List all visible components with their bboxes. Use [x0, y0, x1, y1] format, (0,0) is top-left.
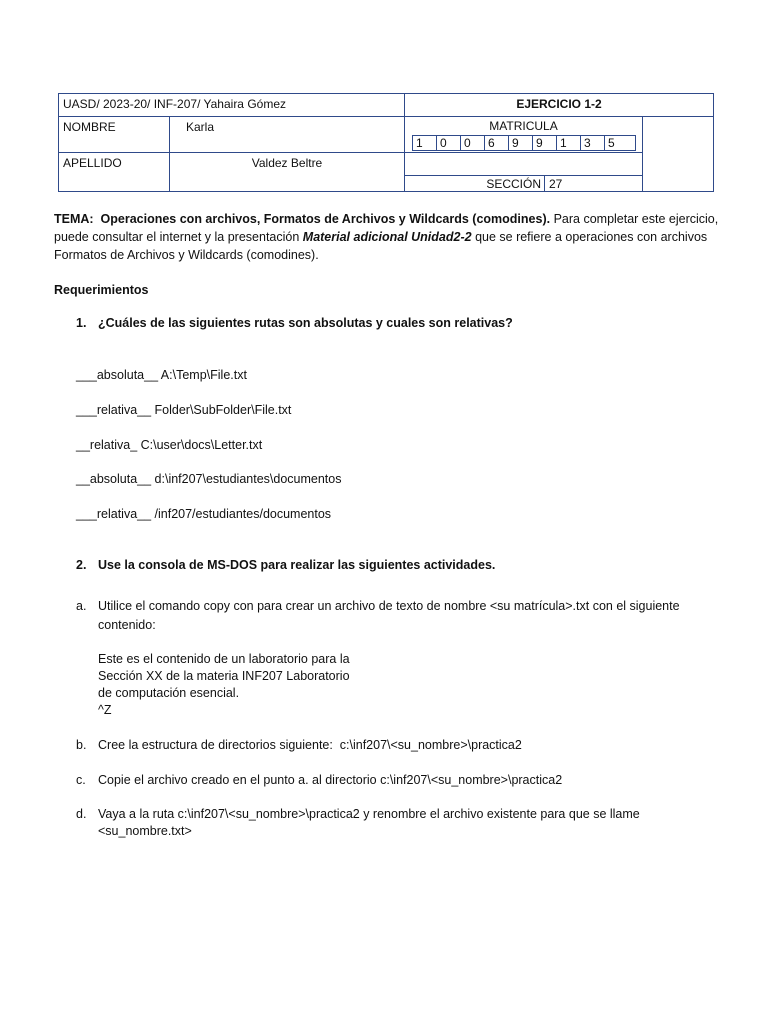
right-blank-cell — [642, 116, 714, 192]
q1-answer: ___absoluta__ A:\Temp\File.txt — [76, 368, 247, 382]
seccion-gap-cell — [404, 152, 643, 176]
file-content-line: de computación esencial. — [98, 686, 240, 700]
matricula-label: MATRICULA — [489, 119, 558, 133]
q2a-line-2: contenido: — [98, 618, 156, 632]
apellido-label-cell — [58, 152, 170, 192]
tema-line1-rest: Para completar este ejercicio, — [553, 212, 719, 226]
apellido-label: APELLIDO — [63, 156, 122, 170]
q2a-label: a. — [76, 599, 87, 613]
nombre-label-cell — [58, 116, 170, 153]
q2-number — [76, 557, 86, 574]
q1-answer: __relativa_ C:\user\docs\Letter.txt — [76, 438, 263, 452]
tema-line-1 — [54, 210, 718, 228]
seccion-label-cell — [404, 175, 545, 192]
course-cell — [58, 93, 405, 117]
q1-answer: __absoluta__ d:\inf207\estudiantes\documentos — [76, 472, 342, 486]
q1-question: ¿Cuáles de las siguientes rutas son absolutas y cuales son relativas? — [98, 316, 513, 330]
tema-label: TEMA: — [54, 212, 94, 226]
q2b-label: b. — [76, 738, 87, 752]
material-adicional-ref: Material adicional Unidad2-2 — [302, 230, 472, 244]
matricula-digit: 0 — [436, 135, 461, 151]
requerimientos-heading — [54, 281, 148, 299]
exercise-title: EJERCICIO 1-2 — [516, 97, 602, 111]
tema-line2-pre: puede consultar el internet y la presentación — [54, 230, 300, 244]
matricula-digit: 9 — [508, 135, 533, 151]
q2c-text: Copie el archivo creado en el punto a. al directorio c:\inf207\<su_nombre>\practica2 — [98, 773, 563, 787]
matricula-digit: 9 — [532, 135, 557, 151]
q2c-label: c. — [76, 773, 86, 787]
apellido-value: Valdez Beltre — [251, 156, 323, 170]
exercise-cell — [404, 93, 714, 117]
file-content-line: ^Z — [98, 703, 112, 717]
matricula-digit: 6 — [484, 135, 509, 151]
matricula-digit: 1 — [412, 135, 437, 151]
q1-number — [76, 315, 86, 332]
apellido-value-cell — [169, 152, 405, 192]
q1-text — [98, 315, 513, 332]
nombre-value: Karla — [186, 120, 215, 134]
requerimientos-text: Requerimientos — [54, 283, 149, 297]
q2-question: Use la consola de MS-DOS para realizar las siguientes actividades. — [98, 558, 496, 572]
tema-title: Operaciones con archivos, Formatos de Archivos y Wildcards (comodines). — [100, 212, 551, 226]
q2d-line-1: Vaya a la ruta c:\inf207\<su_nombre>\practica2 y renombre el archivo existente para que se llame — [98, 807, 640, 821]
q1-answer: ___relativa__ Folder\SubFolder\File.txt — [76, 403, 292, 417]
q1-answer: ___relativa__ /inf207/estudiantes/documentos — [76, 507, 332, 521]
file-content-line: Este es el contenido de un laboratorio para la — [98, 652, 350, 666]
tema-line-3: Formatos de Archivos y Wildcards (comodines). — [54, 248, 319, 262]
matricula-digit: 3 — [580, 135, 605, 151]
q2b-text: Cree la estructura de directorios siguiente: c:\inf207\<su_nombre>\practica2 — [98, 738, 522, 752]
tema-line-2 — [54, 228, 707, 246]
q2-num-text: 2. — [76, 558, 87, 572]
q2-text — [98, 557, 495, 574]
nombre-label: NOMBRE — [63, 120, 116, 134]
nombre-value-cell — [169, 116, 405, 153]
q2a-line-1: Utilice el comando copy con para crear un archivo de texto de nombre <su matrícula>.txt con el siguiente — [98, 599, 680, 613]
matricula-digit: 5 — [604, 135, 636, 151]
file-content-line: Sección XX de la materia INF207 Laboratorio — [98, 669, 350, 683]
course-line: UASD/ 2023-20/ INF-207/ Yahaira Gómez — [63, 97, 286, 111]
header-table — [58, 93, 714, 192]
matricula-digit: 1 — [556, 135, 581, 151]
matricula-digit: 0 — [460, 135, 485, 151]
seccion-value-cell — [544, 175, 643, 192]
q1-num-text: 1. — [76, 316, 87, 330]
seccion-value: 27 — [549, 177, 563, 191]
seccion-label: SECCIÓN — [486, 177, 541, 191]
q2d-label: d. — [76, 807, 87, 821]
tema-line2-post: que se refiere a operaciones con archivos — [475, 230, 708, 244]
q2d-line-2: <su_nombre.txt> — [98, 824, 192, 838]
